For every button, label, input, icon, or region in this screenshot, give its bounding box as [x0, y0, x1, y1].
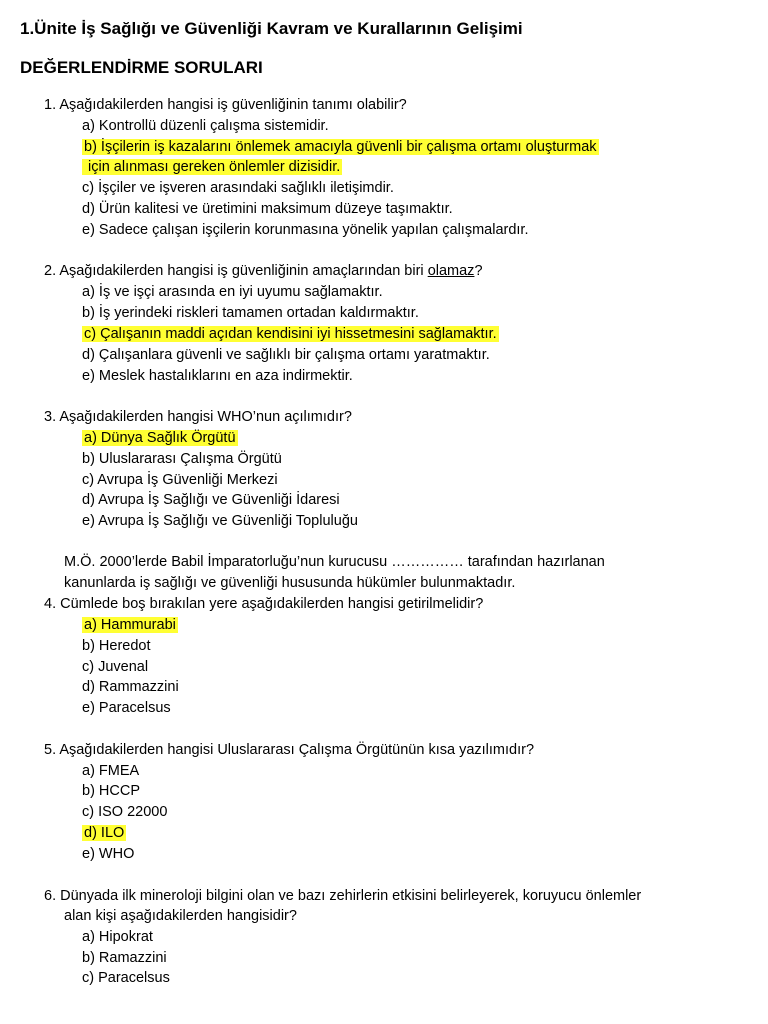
- question-2-option-c: [82, 324, 499, 344]
- question-2-option-b: b) İş yerindeki riskleri tamamen ortadan kaldırmaktır.: [82, 305, 419, 321]
- question-4-option-c: c) Juvenal: [82, 659, 149, 675]
- question-3-option-b: b) Uluslararası Çalışma Örgütü: [82, 451, 282, 467]
- question-4-paragraph-line-2: kanunlarda iş sağlığı ve güvenliği hususunda hükümler bulunmaktadır.: [64, 575, 516, 591]
- question-6-stem-line-1: 6. Dünyada ilk mineroloji bilgini olan ve bazı zehirlerin etkisini belirleyerek, koruyucu önlemler: [44, 888, 642, 904]
- question-6-stem-line-2: alan kişi aşağıdakilerden hangisidir?: [64, 908, 297, 924]
- question-5-stem: 5. Aşağıdakilerden hangisi Uluslararası Çalışma Örgütünün kısa yazılımıdır?: [44, 742, 535, 758]
- question-3-option-e: e) Avrupa İş Sağlığı ve Güvenliği Topluluğu: [82, 513, 358, 529]
- question-4-option-e: e) Paracelsus: [82, 700, 171, 716]
- answer-highlight: c) Çalışanın maddi açıdan kendisini iyi hissetmesini sağlamaktır.: [84, 326, 497, 342]
- question-2-option-e: e) Meslek hastalıklarını en aza indirmektir.: [82, 368, 353, 384]
- answer-highlight: için alınması gereken önlemler dizisidir.: [82, 159, 342, 175]
- underlined-word: olamaz: [427, 263, 475, 279]
- section-heading: DEĞERLENDİRME SORULARI: [20, 58, 263, 77]
- answer-highlight: b) İşçilerin iş kazalarını önlemek amacıyla güvenli bir çalışma ortamı oluşturmak: [84, 139, 597, 155]
- question-1-option-e: e) Sadece çalışan işçilerin korunmasına yönelik yapılan çalışmalardır.: [82, 222, 529, 238]
- question-6-option-c: c) Paracelsus: [82, 970, 170, 986]
- question-3-option-d: d) Avrupa İş Sağlığı ve Güvenliği İdaresi: [82, 492, 340, 508]
- question-4-stem: 4. Cümlede boş bırakılan yere aşağıdakilerden hangisi getirilmelidir?: [44, 596, 484, 612]
- question-3-option-a: [82, 428, 238, 448]
- question-5-option-b: b) HCCP: [82, 783, 141, 799]
- question-1-option-b-line-2: [82, 157, 342, 177]
- unit-title: 1.Ünite İş Sağlığı ve Güvenliği Kavram ve Kurallarının Gelişimi: [20, 19, 523, 38]
- question-4-option-b: b) Heredot: [82, 638, 151, 654]
- question-2-stem-text: 2. Aşağıdakilerden hangisi iş güvenliğinin amaçlarından biri: [44, 263, 428, 279]
- question-2-stem: [44, 261, 483, 281]
- answer-highlight: a) Hammurabi: [84, 617, 176, 633]
- question-2-option-a: a) İş ve işçi arasında en iyi uyumu sağlamaktır.: [82, 284, 383, 300]
- question-4-option-d: d) Rammazzini: [82, 679, 179, 695]
- question-1-option-c: c) İşçiler ve işveren arasındaki sağlıklı iletişimdir.: [82, 180, 394, 196]
- question-1-stem: 1. Aşağıdakilerden hangisi iş güvenliğinin tanımı olabilir?: [44, 97, 407, 113]
- answer-highlight: a) Dünya Sağlık Örgütü: [84, 430, 236, 446]
- question-5-option-e: e) WHO: [82, 846, 135, 862]
- answer-highlight: d) ILO: [84, 825, 125, 841]
- question-3-stem: 3. Aşağıdakilerden hangisi WHO’nun açılımıdır?: [44, 409, 352, 425]
- question-mark: ?: [474, 263, 483, 279]
- question-5-option-c: c) ISO 22000: [82, 804, 168, 820]
- question-1-option-a: a) Kontrollü düzenli çalışma sistemidir.: [82, 118, 329, 134]
- question-5-option-a: a) FMEA: [82, 763, 140, 779]
- question-6-option-a: a) Hipokrat: [82, 929, 153, 945]
- question-1-option-b-line-1: [82, 137, 599, 157]
- question-6-option-b: b) Ramazzini: [82, 950, 167, 966]
- question-4-option-a: [82, 615, 178, 635]
- question-3-option-c: c) Avrupa İş Güvenliği Merkezi: [82, 472, 278, 488]
- question-4-paragraph-line-1: M.Ö. 2000’lerde Babil İmparatorluğu’nun kurucusu …………… tarafından hazırlanan: [64, 554, 605, 570]
- question-5-option-d: [82, 823, 126, 843]
- question-1-option-d: d) Ürün kalitesi ve üretimini maksimum düzeye taşımaktır.: [82, 201, 453, 217]
- question-2-option-d: d) Çalışanlara güvenli ve sağlıklı bir çalışma ortamı yaratmaktır.: [82, 347, 490, 363]
